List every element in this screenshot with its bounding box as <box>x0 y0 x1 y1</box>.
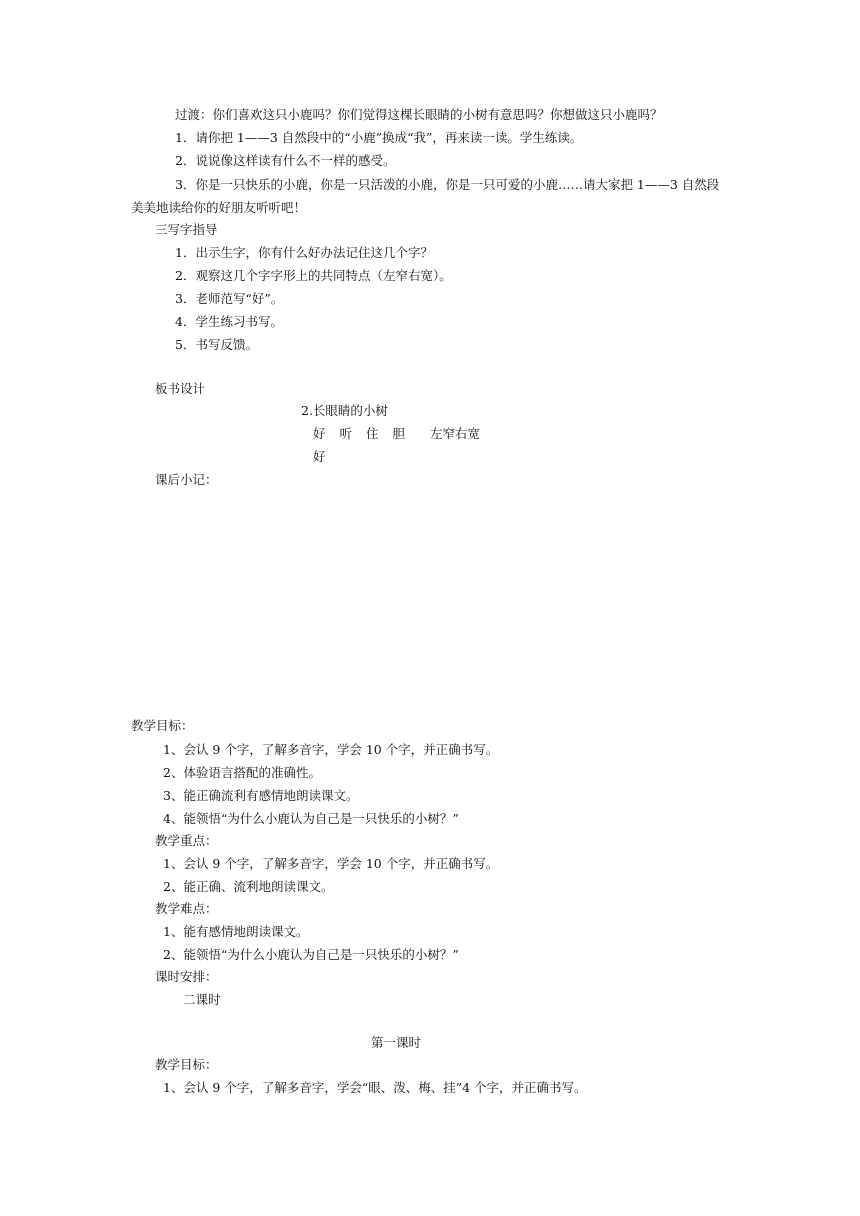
writing-item-2: 2．观察这几个字字形上的共同特点（左窄右宽）。 <box>175 268 452 283</box>
difficulty-item-2: 2、能领悟“为什么小鹿认为自己是一只快乐的小树？” <box>163 947 459 962</box>
keypoint-item-1: 1、会认 9 个字，了解多音字，学会 10 个字，并正确书写。 <box>163 856 499 871</box>
goal-item-3: 3、能正确流利有感情地朗读课文。 <box>163 788 359 803</box>
keypoint-item-2: 2、能正确、流利地朗读课文。 <box>163 879 334 894</box>
writing-item-4: 4．学生练习书写。 <box>175 314 283 329</box>
board-char: 好 <box>313 426 326 441</box>
schedule-heading: 课时安排： <box>155 969 218 984</box>
afterclass-notes-label: 课后小记： <box>155 472 218 487</box>
board-char: 住 <box>366 426 379 441</box>
keypoints-heading: 教学重点： <box>155 833 218 848</box>
first-lesson-goal-1: 1、会认 9 个字，了解多音字，学会“眼、泼、梅、挂”4 个字，并正确书写。 <box>163 1080 587 1095</box>
difficulty-item-1: 1、能有感情地朗读课文。 <box>163 924 309 939</box>
transition-text: 过渡：你们喜欢这只小鹿吗？你们觉得这棵长眼睛的小树有意思吗？你想做这只小鹿吗？ <box>175 107 663 122</box>
goal-item-1: 1、会认 9 个字，了解多音字，学会 10 个字，并正确书写。 <box>163 742 499 757</box>
goal-item-2: 2、体验语言搭配的准确性。 <box>163 765 321 780</box>
difficulties-heading: 教学难点： <box>155 901 218 916</box>
schedule-value: 二课时 <box>183 992 221 1007</box>
first-lesson-goals-heading: 教学目标： <box>155 1057 218 1072</box>
writing-item-3: 3．老师范写“好”。 <box>175 291 284 306</box>
board-extra-char: 好 <box>313 449 326 464</box>
goals-heading: 教学目标： <box>131 718 194 733</box>
goal-item-4: 4、能领悟“为什么小鹿认为自己是一只快乐的小树？” <box>163 811 459 826</box>
board-note: 左窄右宽 <box>430 426 481 441</box>
lesson-item-1: 1．请你把 1——3 自然段中的“小鹿”换成“我”，再来读一读。学生练读。 <box>175 130 583 145</box>
board-heading: 板书设计 <box>155 381 206 396</box>
board-char: 胆 <box>392 426 406 441</box>
writing-item-5: 5．书写反馈。 <box>175 337 258 352</box>
lesson-item-2: 2．说说像这样读有什么不一样的感受。 <box>175 153 396 168</box>
board-chars-row <box>313 426 419 442</box>
board-char: 听 <box>339 426 353 441</box>
board-title: 2.长眼睛的小树 <box>301 403 388 418</box>
writing-item-1: 1．出示生字，你有什么好办法记住这几个字？ <box>175 245 433 260</box>
writing-section-title: 三写字指导 <box>155 222 218 237</box>
first-lesson-title: 第一课时 <box>371 1035 422 1050</box>
lesson-item-3: 3．你是一只快乐的小鹿，你是一只活泼的小鹿，你是一只可爱的小鹿……请大家把 1——3 自然段 <box>175 177 720 192</box>
lesson-item-3-continued: 美美地读给你的好朋友听听吧！ <box>131 200 307 215</box>
